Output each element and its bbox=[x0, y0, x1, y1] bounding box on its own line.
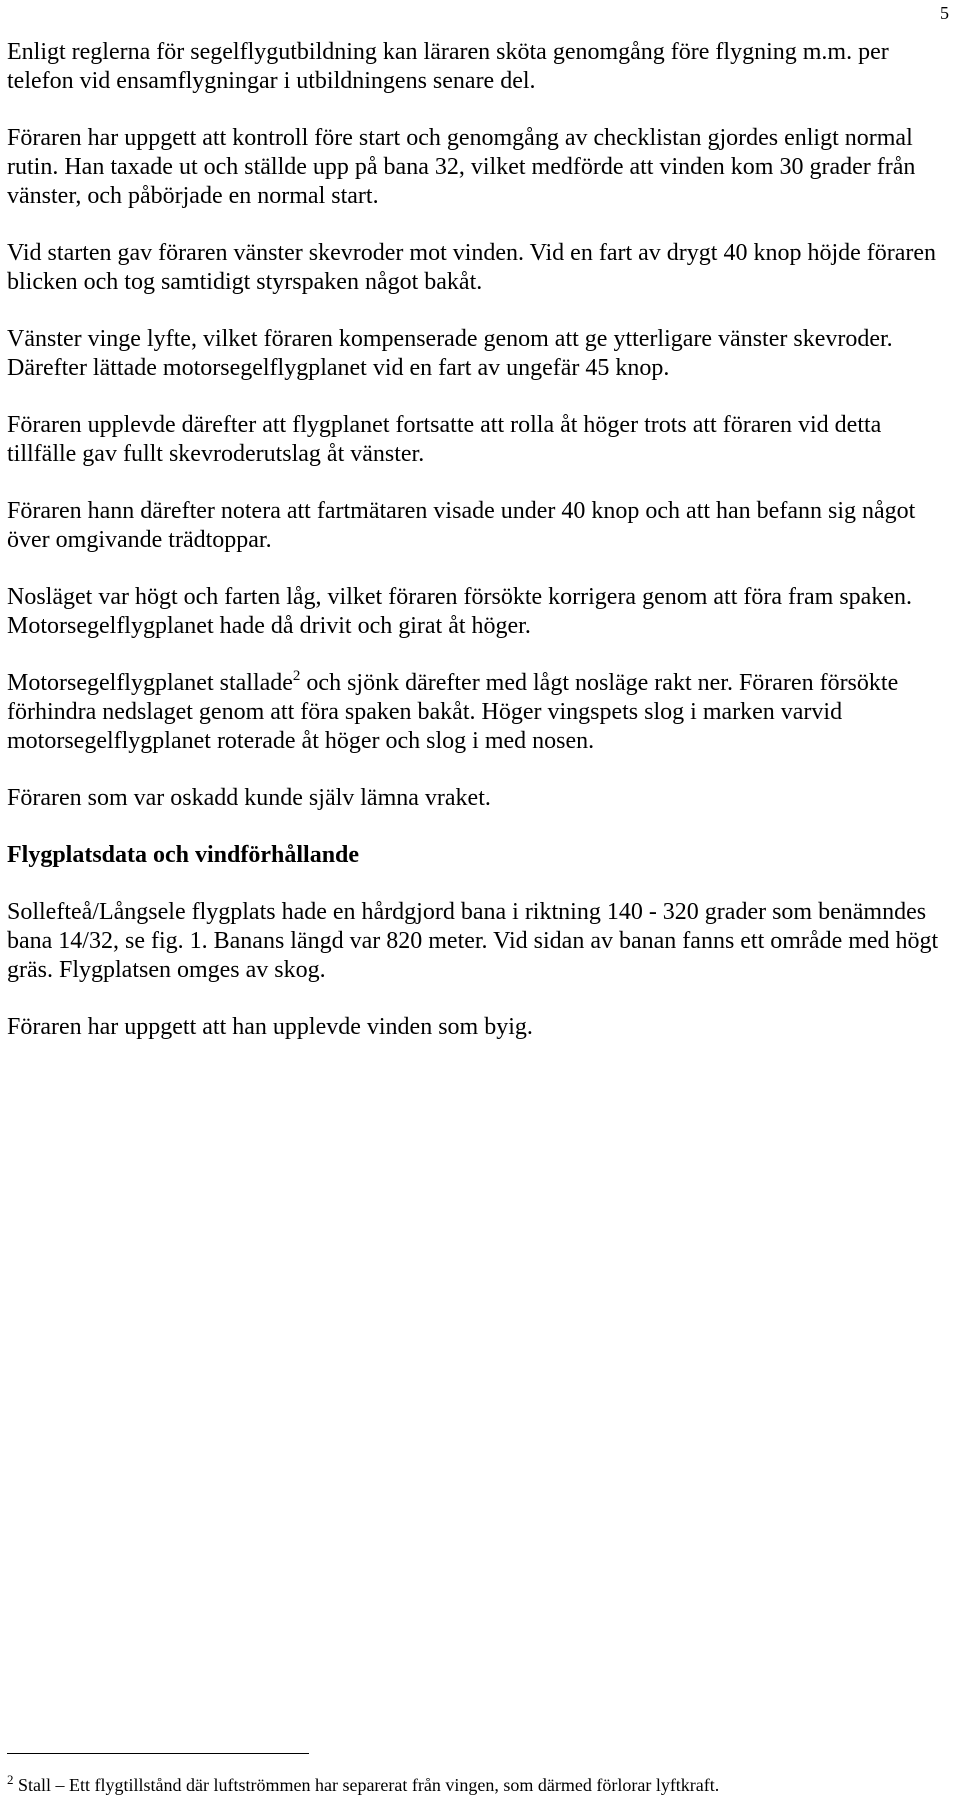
paragraph-nose-attitude: Nosläget var högt och farten låg, vilket föraren försökte korrigera genom att föra fram spaken. Motorsegelflygplanet hade då drivit och girat åt höger. bbox=[7, 584, 912, 639]
footnote-reference: 2 bbox=[292, 668, 301, 684]
paragraph-start-aileron: Vid starten gav föraren vänster skevroder mot vinden. Vid en fart av drygt 40 knop höjde föraren blicken och tog samtidigt styrspaken något bakåt. bbox=[7, 240, 937, 295]
stall-text-after: och sjönk därefter med lågt nosläge rakt ner. Föraren försökte förhindra nedslaget genom att föra spaken bakåt. Höger vingspets slog i marken varvid motorsegelflygplanet roterade åt höger och slog i med nosen. bbox=[7, 670, 899, 754]
document-body bbox=[7, 38, 952, 1070]
footnote-text: Stall – Ett flygtillstånd där luftströmmen har separerat från vingen, som därmed förlorar lyftkraft. bbox=[13, 1775, 720, 1795]
footnote bbox=[7, 1774, 952, 1796]
paragraph-instruction-rules: Enligt reglerna för segelflygutbildning kan läraren sköta genomgång före flygning m.m. per telefon vid ensamflygningar i utbildningens senare del. bbox=[7, 39, 889, 94]
paragraph-airfield: Sollefteå/Långsele flygplats hade en hårdgjord bana i riktning 140 - 320 grader som benämndes bana 14/32, se fig. 1. Banans längd var 820 meter. Vid sidan av banan fanns ett område med högt gräs. Flygplatsen omges av skog. bbox=[7, 899, 939, 983]
paragraph-roll-right: Föraren upplevde därefter att flygplanet fortsatte att rolla åt höger trots att föraren vid detta tillfälle gav fullt skevroderutslag åt vänster. bbox=[7, 412, 882, 467]
paragraph-preflight-takeoff: Föraren har uppgett att kontroll före start och genomgång av checklistan gjordes enligt normal rutin. Han taxade ut och ställde upp på bana 32, vilket medförde att vinden kom 30 grader från vänster, och påbörjade en normal start. bbox=[7, 125, 916, 209]
paragraph-pilot-unharmed: Föraren som var oskadd kunde själv lämna vraket. bbox=[7, 785, 491, 811]
paragraph-stall bbox=[7, 669, 952, 756]
footnote-divider bbox=[7, 1753, 309, 1754]
section-heading: Flygplatsdata och vindförhållande bbox=[7, 842, 360, 868]
page-number: 5 bbox=[940, 3, 949, 23]
footnote-mark: 2 bbox=[7, 1772, 14, 1787]
paragraph-airspeed: Föraren hann därefter notera att fartmätaren visade under 40 knop och att han befann sig något över omgivande trädtoppar. bbox=[7, 498, 916, 553]
stall-text-before: Motorsegelflygplanet stallade bbox=[7, 670, 293, 696]
paragraph-wind: Föraren har uppgett att han upplevde vinden som byig. bbox=[7, 1014, 533, 1040]
paragraph-left-wing-lift: Vänster vinge lyfte, vilket föraren kompenserade genom att ge ytterligare vänster skevroder. Därefter lättade motorsegelflygplanet vid en fart av ungefär 45 knop. bbox=[7, 326, 893, 381]
